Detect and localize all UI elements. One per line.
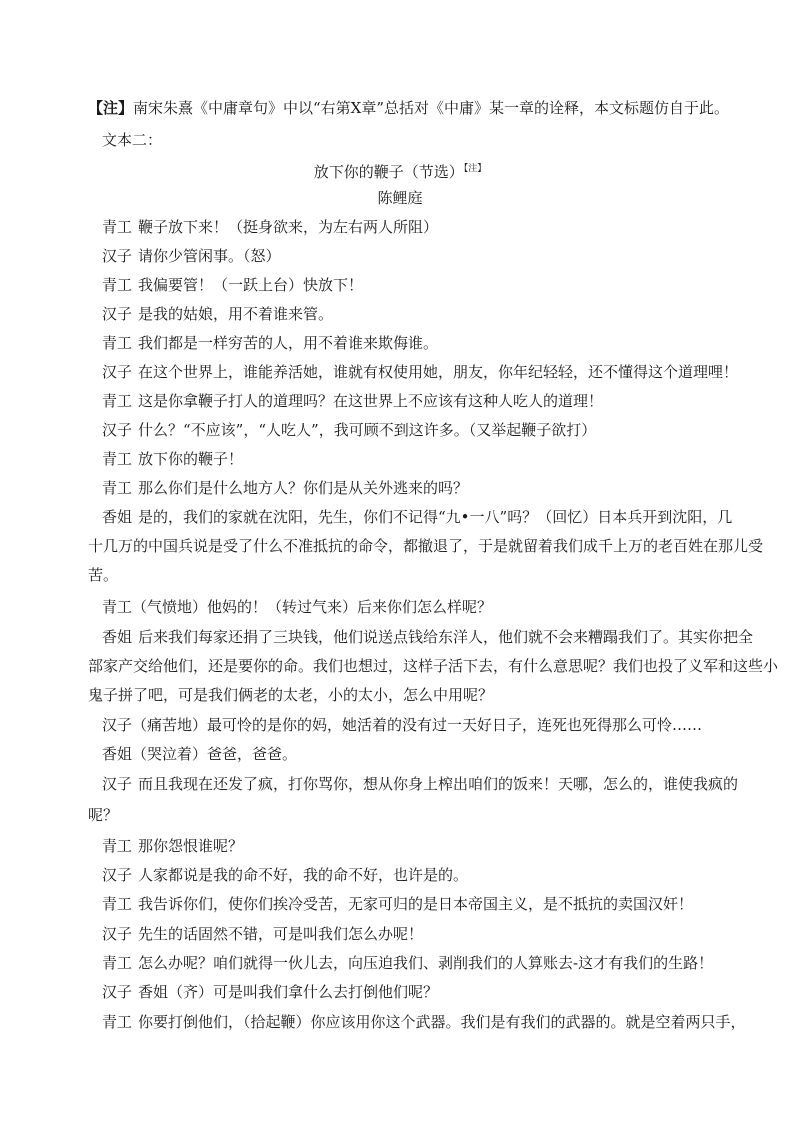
dialogue-line [102,982,742,1002]
note-line [88,98,728,118]
speaker-name: 汉子 [102,247,133,265]
speaker-name: 青工 [102,450,133,468]
dialogue-line [102,924,742,944]
dialogue-text: 是的，我们的家就在沈阳，先生，你们不记得“九•一八”吗？（回忆）日本兵开到沈阳，几 [138,508,733,526]
dialogue-text: 后来我们每家还捐了三块钱，他们说送点钱给东洋人，他们就不会来糟蹋我们了。其实你把全 [138,628,754,646]
dialogue-line [102,1012,746,1032]
dialogue-line [102,953,742,973]
speaker-name: 青工 [102,392,133,410]
speaker-name: 青工 [102,1013,133,1031]
dialogue-line [102,894,742,914]
speaker-name: 汉子 [102,716,133,734]
dialogue-text: 我告诉你们，使你们挨冷受苦，无家可归的是日本帝国主义，是不抵抗的卖国汉奸！ [138,895,694,913]
speaker-name: 香姐 [102,508,133,526]
speaker-name: 青工 [102,895,133,913]
dialogue-text: 这是你拿鞭子打人的道理吗？在这世界上不应该有这种人吃人的道理！ [138,392,604,410]
dialogue-line [102,275,742,295]
note-text: 南宋朱熹《中庸章句》中以“右第X章”总括对《中庸》某一章的诠释，本文标题仿自于此。 [133,99,730,117]
speaker-name: 青工 [102,218,133,236]
dialogue-line [102,304,742,324]
play-title [0,159,800,182]
speaker-name: 香姐 [102,628,133,646]
dialogue-text: 怎么办呢？咱们就得一伙儿去，向压迫我们、剥削我们的人算账去-这才有我们的生路！ [138,954,714,972]
dialogue-text: 香姐（齐）可是叫我们拿什么去打倒他们呢？ [138,983,439,1001]
dialogue-line [102,478,742,498]
dialogue-continuation: 十几万的中国兵说是受了什么不准抵抗的命令，都撤退了，于是就留着我们成千上万的老百姓在那儿受 [88,537,764,555]
dialogue-text: 请你少管闲事。（怒） [138,247,281,265]
dialogue-text: 什么？“不应该”，“人吃人”，我可顾不到这许多。（又举起鞭子欲打） [138,421,597,439]
speaker-name: 汉子 [102,305,133,323]
dialogue-continuation: 苦。 [88,566,119,584]
speaker-name: 汉子 [102,421,133,439]
speaker-name: 汉子 [102,925,133,943]
dialogue-continuation: 呢？ [88,806,119,824]
dialogue-text: （痛苦地）最可怜的是你的妈，她活着的没有过一天好日子，连死也死得那么可怜…… [132,716,703,734]
speaker-name: 汉子 [102,866,133,884]
dialogue-line [102,836,742,856]
dialogue-line [102,627,754,647]
dialogue-continuation: 鬼子拼了吧，可是我们俩老的太老，小的太小，怎么中用呢？ [88,686,494,704]
speaker-name: 汉子 [102,363,133,381]
dialogue-text: 先生的话固然不错，可是叫我们怎么办呢！ [138,925,424,943]
speaker-name: 香姐 [102,745,133,763]
play-title-note: 【注】 [463,164,487,174]
speaker-name: 青工 [102,598,133,616]
dialogue-text: 人家都说是我的命不好，我的命不好，也许是的。 [138,866,469,884]
dialogue-line [102,362,742,382]
dialogue-text: 是我的姑娘，用不着谁来管。 [138,305,334,323]
speaker-name: 青工 [102,837,133,855]
speaker-name: 汉子 [102,775,133,793]
section-label: 文本二： [102,131,163,149]
dialogue-text: 鞭子放下来！（挺身欲来，为左右两人所阻） [138,218,439,236]
speaker-name: 青工 [102,276,133,294]
speaker-name: 青工 [102,479,133,497]
play-author: 陈鲤庭 [377,189,423,207]
speaker-name: 汉子 [102,983,133,1001]
dialogue-text: 放下你的鞭子！ [138,450,244,468]
dialogue-text: 那么你们是什么地方人？你们是从关外逃来的吗？ [138,479,469,497]
dialogue-line [102,597,742,617]
dialogue-line [102,391,742,411]
dialogue-line [102,217,742,237]
dialogue-line [102,420,742,440]
dialogue-line [102,744,742,764]
speaker-name: 青工 [102,334,133,352]
dialogue-continuation: 部家产交给他们，还是要你的命。我们也想过，这样子活下去，有什么意思呢？我们也投了义军和这些小 [88,657,779,675]
dialogue-line [102,715,742,735]
dialogue-line [102,865,742,885]
dialogue-text: 我偏要管！（一跃上台）快放下！ [138,276,364,294]
play-title-text: 放下你的鞭子（节选） [313,163,464,181]
note-label: 【注】 [88,99,134,117]
dialogue-line [102,449,742,469]
dialogue-text: 而且我现在还发了疯，打你骂你，想从你身上榨出咱们的饭来！天哪，怎么的，谁使我疯的 [138,775,739,793]
dialogue-line [102,774,742,794]
dialogue-line [102,507,742,527]
dialogue-text: （哭泣着）爸爸，爸爸。 [132,745,298,763]
dialogue-line [102,333,742,353]
dialogue-text: 那你怨恨谁呢？ [138,837,244,855]
speaker-name: 青工 [102,954,133,972]
dialogue-text: 在这个世界上，谁能养活她，谁就有权使用她，朋友，你年纪轻轻，还不懂得这个道理哩！ [138,363,739,381]
dialogue-text: 你要打倒他们，（拾起鞭）你应该用你这个武器。我们是有我们的武器的。就是空着两只手， [138,1013,746,1031]
dialogue-line [102,246,742,266]
dialogue-text: 我们都是一样穷苦的人，用不着谁来欺侮谁。 [138,334,439,352]
dialogue-text: （气愤地）他妈的！（转过气来）后来你们怎么样呢？ [132,598,493,616]
